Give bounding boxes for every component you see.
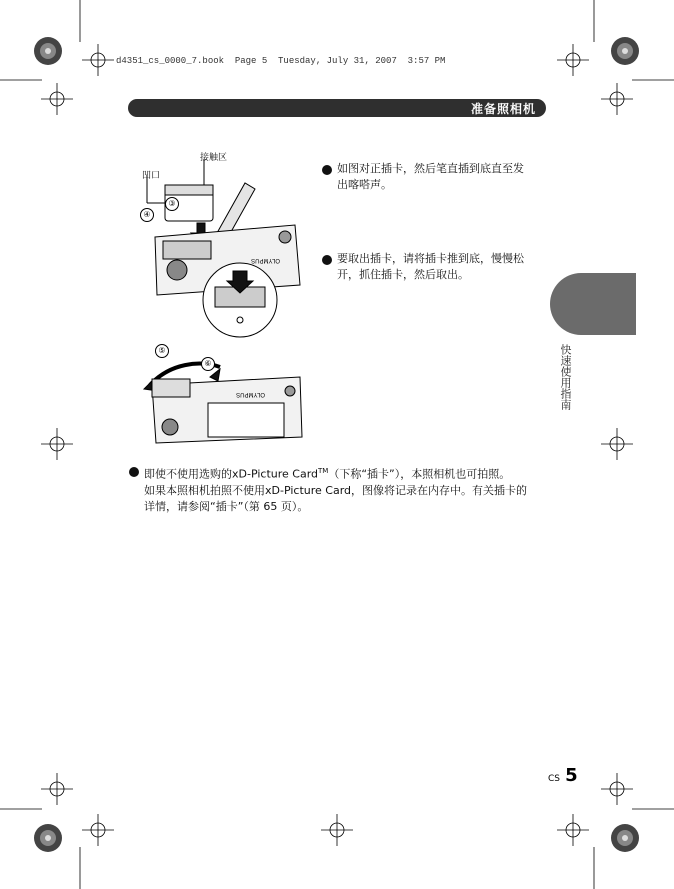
- instruction-remove-line-1: 要取出插卡，请将插卡推到底，慢慢松: [337, 252, 524, 265]
- step-5-marker: ⑤: [155, 344, 169, 358]
- note-line-2: 如果本照相机拍照不使用xD-Picture Card，图像将记录在内存中。有关插卡的: [144, 483, 528, 497]
- note-paragraph: [144, 463, 549, 515]
- note-line-1-pre: 即使不使用选购的xD-Picture Card: [144, 467, 319, 481]
- instruction-insert-line-2: 出喀嗒声。: [337, 178, 392, 191]
- instruction-insert: [337, 161, 552, 193]
- lid-close-illustration: [140, 345, 305, 445]
- note-line-1: [144, 463, 549, 483]
- instruction-remove-line-2: 开，抓住插卡，然后取出。: [337, 268, 469, 281]
- label-contact-area: 接触区: [200, 153, 228, 163]
- chapter-tab: [550, 273, 636, 335]
- step-6-marker: ⑥: [201, 357, 215, 371]
- camera-brand-1: OLYMPUS: [251, 257, 280, 263]
- trademark-sup: TM: [318, 467, 329, 475]
- bullet-icon: [322, 165, 332, 175]
- chapter-tab-label: 快速使用指南: [559, 344, 572, 410]
- page-lang-code: CS: [548, 774, 560, 784]
- page-number-value: 5: [565, 765, 578, 786]
- instruction-remove: [337, 251, 552, 283]
- step-3-marker: ③: [165, 197, 179, 211]
- page-number: [548, 765, 578, 786]
- step-4-marker: ④: [140, 208, 154, 222]
- file-info-line: d4351_cs_0000_7.book Page 5 Tuesday, July 31, 2007 3:57 PM: [116, 56, 446, 66]
- camera-brand-2: OLYMPUS: [236, 391, 265, 397]
- label-notch: 凹口: [142, 171, 161, 181]
- bullet-icon: [322, 255, 332, 265]
- section-title: 准备照相机: [470, 102, 536, 116]
- instruction-insert-line-1: 如图对正插卡，然后笔直插到底直至发: [337, 162, 524, 175]
- card-insert-illustration: [135, 145, 310, 360]
- bullet-icon: [129, 467, 139, 477]
- note-line-3: 详情，请参阅“插卡”（第 65 页）。: [144, 499, 309, 513]
- section-header: [128, 99, 546, 117]
- note-line-1-post: （下称“插卡”），本照相机也可拍照。: [328, 467, 511, 481]
